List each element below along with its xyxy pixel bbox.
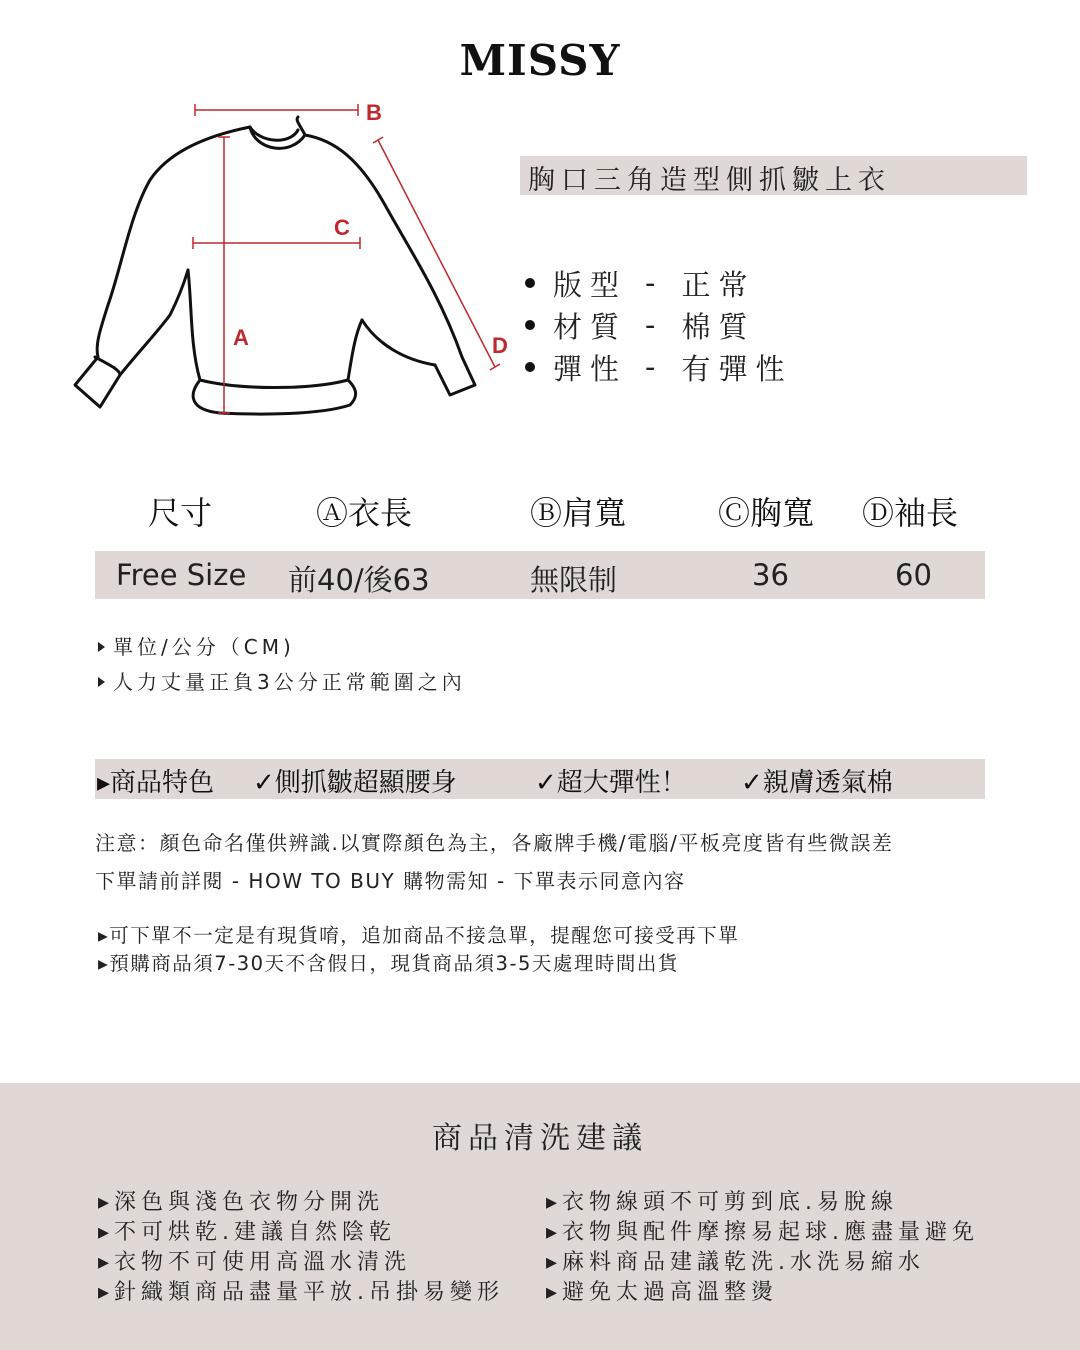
spec-item <box>525 346 793 388</box>
header-shoulder: Ⓑ肩寬 <box>530 494 627 532</box>
feature-item: ✓超大彈性！ <box>535 768 687 798</box>
order-note: ▸可下單不一定是有現貨唷，追加商品不接急單，提醒您可接受再下單 <box>98 924 740 947</box>
spec-key: 材質 <box>553 309 628 344</box>
note-item <box>98 630 466 665</box>
feature-item: ✓親膚透氣棉 <box>741 768 893 798</box>
feature-item: ✓側抓皺超顯腰身 <box>253 768 457 798</box>
bullet-icon <box>525 362 535 372</box>
brand-logo: MISSY <box>459 36 621 85</box>
bullet-icon <box>525 278 535 288</box>
header-chest: Ⓒ胸寬 <box>718 494 815 532</box>
order-notes <box>98 922 739 978</box>
spec-value: 有彈性 <box>681 351 793 386</box>
wash-item: ▸深色與淺色衣物分開洗 <box>98 1190 385 1215</box>
product-title: 胸口三角造型側抓皺上衣 <box>528 165 891 196</box>
wash-column-left <box>98 1188 504 1308</box>
header-length: Ⓐ衣長 <box>316 494 413 532</box>
label-b: B <box>366 100 382 125</box>
product-title-bar <box>520 156 1027 195</box>
label-d: D <box>492 333 508 358</box>
triangle-bullet-icon <box>98 642 105 652</box>
spec-item <box>525 262 793 304</box>
label-a: A <box>233 325 249 350</box>
order-note: ▸預購商品須7-30天不含假日，現貨商品須3-5天處理時間出貨 <box>98 952 679 975</box>
feature-bar <box>95 759 985 799</box>
spec-sep: - <box>645 266 664 300</box>
caution-line: 下單請前詳閱 - HOW TO BUY 購物需知 - 下單表示同意內容 <box>95 869 686 893</box>
wash-item: ▸衣物與配件摩擦易起球.應盡量避免 <box>546 1220 980 1245</box>
spec-list <box>525 262 793 388</box>
wash-title: 商品清洗建議 <box>432 1121 648 1156</box>
cell-chest: 36 <box>752 558 789 592</box>
wash-item: ▸不可烘乾.建議自然陰乾 <box>98 1220 397 1245</box>
wash-item: ▸針織類商品盡量平放.吊掛易變形 <box>98 1280 505 1305</box>
spec-value: 正常 <box>681 267 756 302</box>
feature-label: ▸商品特色 <box>97 768 215 798</box>
size-notes <box>98 630 466 700</box>
spec-key: 彈性 <box>553 351 628 386</box>
cell-shoulder: 無限制 <box>530 563 618 597</box>
bullet-icon <box>525 320 535 330</box>
note-item <box>98 665 466 700</box>
caution-line: 注意：顏色命名僅供辨識.以實際顏色為主，各廠牌手機/電腦/平板亮度皆有些微誤差 <box>95 831 894 855</box>
spec-key: 版型 <box>553 267 628 302</box>
cell-length: 前40/後63 <box>288 563 430 597</box>
wash-section <box>0 1083 1080 1350</box>
wash-item: ▸衣物不可使用高溫水清洗 <box>98 1250 412 1275</box>
spec-item <box>525 304 793 346</box>
garment-diagram <box>60 95 530 435</box>
wash-column-right <box>546 1188 979 1308</box>
label-c: C <box>334 215 350 240</box>
spec-sep: - <box>645 350 664 384</box>
caution-notes <box>95 824 893 900</box>
wash-item: ▸衣物線頭不可剪到底.易脫線 <box>546 1190 899 1215</box>
wash-item: ▸麻料商品建議乾洗.水洗易縮水 <box>546 1250 926 1275</box>
cell-sleeve: 60 <box>895 558 932 592</box>
triangle-bullet-icon <box>98 677 105 687</box>
header-size: 尺寸 <box>148 494 213 532</box>
header-sleeve: Ⓓ袖長 <box>862 494 959 532</box>
spec-sep: - <box>645 308 664 342</box>
note-text: 人力丈量正負3公分正常範圍之內 <box>113 670 466 694</box>
cell-size: Free Size <box>116 558 247 592</box>
wash-item: ▸避免太過高溫整燙 <box>546 1280 779 1305</box>
spec-value: 棉質 <box>681 309 756 344</box>
note-text: 單位/公分（CM) <box>113 635 295 659</box>
size-table-header <box>0 488 1080 532</box>
